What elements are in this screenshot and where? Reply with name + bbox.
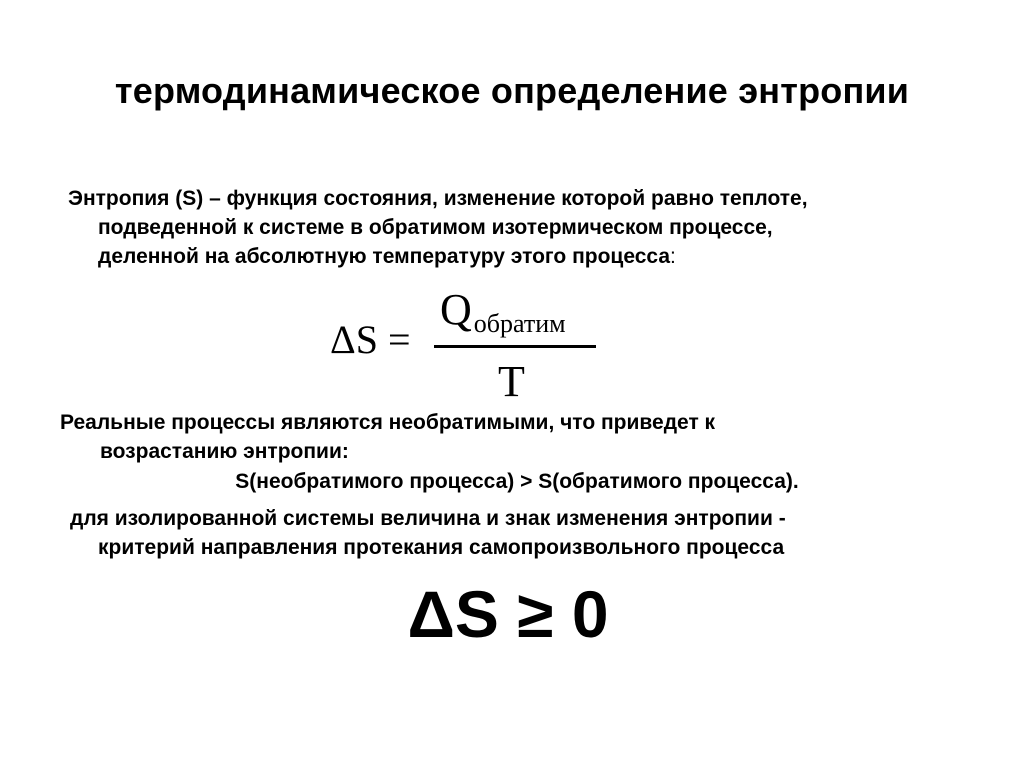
spontaneity-criterion: ΔS ≥ 0 <box>407 577 609 651</box>
formula-numerator <box>440 284 566 338</box>
entropy-definition <box>68 184 968 271</box>
definition-line-2: подведенной к системе в обратимом изотермическом процессе, <box>98 216 773 239</box>
definition-line-3 <box>68 242 968 271</box>
isolated-system-text <box>70 504 970 562</box>
entropy-formula <box>330 284 630 404</box>
isolated-system-line-1: для изолированной системы величина и знак изменения энтропии - <box>70 507 786 530</box>
definition-line-3-text: деленной на абсолютную температуру этого процесса <box>98 245 671 268</box>
real-processes-line-2: возрастанию энтропии: <box>100 440 349 463</box>
slide-title: термодинамическое определение энтропии <box>114 70 910 111</box>
formula-numerator-symbol: Q <box>440 285 472 334</box>
isolated-system-line-2: критерий направления протекания самопроизвольного процесса <box>98 536 785 559</box>
formula-denominator: T <box>498 357 525 406</box>
real-processes-line-1: Реальные процессы являются необратимыми, что приведет к <box>60 411 716 434</box>
definition-line-1: Энтропия (S) – функция состояния, изменение которой равно теплоте, <box>68 187 808 210</box>
definition-line-3-colon: : <box>670 245 676 268</box>
fraction-bar <box>434 345 596 348</box>
entropy-comparison: S(необратимого процесса) > S(обратимого процесса). <box>235 470 799 493</box>
formula-numerator-subscript: обратим <box>473 309 566 338</box>
formula-lhs: ΔS = <box>330 317 411 362</box>
real-processes-text <box>60 408 960 466</box>
